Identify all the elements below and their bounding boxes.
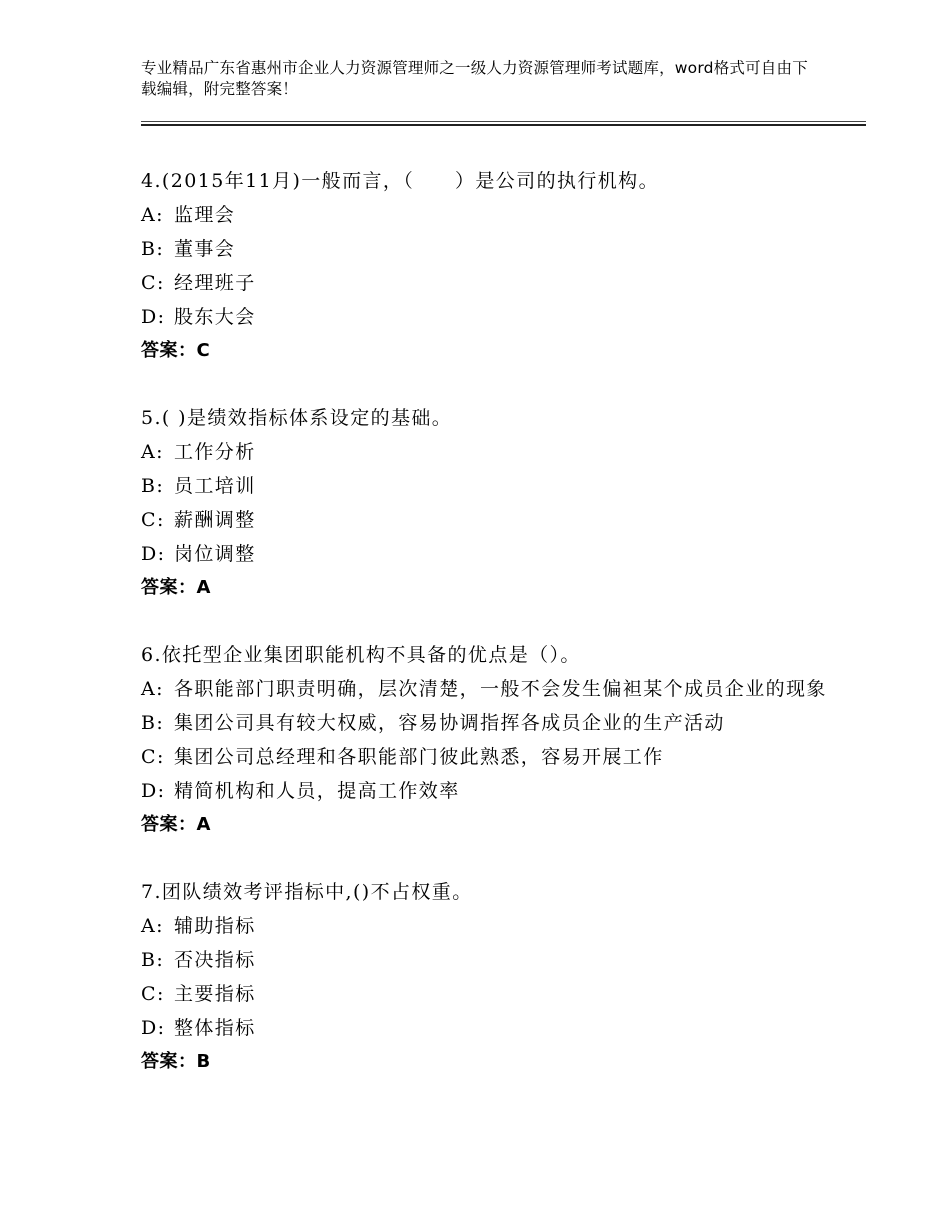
answer-label: 答案：A [141,814,211,835]
option-letter: A: [141,441,164,463]
option-text: 岗位调整 [174,543,256,565]
question-5 [141,401,841,605]
option-letter: B: [141,475,165,497]
option-letter: C: [141,272,165,294]
option-b [141,469,841,503]
option-letter: A: [141,204,164,226]
answer-label: 答案：A [141,577,211,598]
option-letter: D: [141,1017,166,1039]
option-letter: A: [141,678,164,700]
question-stem: 4.(2015年11月)一般而言，（ ）是公司的执行机构。 [141,170,659,192]
option-letter: C: [141,509,165,531]
option-letter: D: [141,543,166,565]
option-text: 董事会 [174,238,236,260]
option-text: 集团公司总经理和各职能部门彼此熟悉，容易开展工作 [174,746,664,768]
option-b [141,706,841,740]
option-c [141,977,841,1011]
option-c [141,266,841,300]
option-text: 精简机构和人员，提高工作效率 [174,780,460,802]
option-text: 薪酬调整 [174,509,256,531]
option-letter: D: [141,306,166,328]
question-stem: 6.依托型企业集团职能机构不具备的优点是（）。 [141,644,581,666]
option-a [141,198,841,232]
option-b [141,943,841,977]
option-text: 股东大会 [174,306,256,328]
header-divider [141,121,866,126]
option-d [141,537,841,571]
option-text: 整体指标 [174,1017,256,1039]
option-d [141,1011,841,1045]
option-a [141,435,841,469]
option-text: 辅助指标 [174,915,256,937]
option-letter: B: [141,949,165,971]
option-letter: B: [141,712,165,734]
question-list [141,164,841,1112]
option-text: 监理会 [174,204,236,226]
option-letter: A: [141,915,164,937]
option-a [141,672,841,706]
question-stem: 7.团队绩效考评指标中,()不占权重。 [141,881,473,903]
header-text: 专业精品广东省惠州市企业人力资源管理师之一级人力资源管理师考试题库，word格式可自由下载编辑，附完整答案！ [141,59,808,98]
option-text: 工作分析 [174,441,256,463]
question-4 [141,164,841,368]
answer-label: 答案：C [141,340,211,361]
option-letter: C: [141,983,165,1005]
question-6 [141,638,841,842]
option-text: 员工培训 [174,475,256,497]
answer-label: 答案：B [141,1051,211,1072]
option-b [141,232,841,266]
option-letter: D: [141,780,166,802]
option-d [141,300,841,334]
question-stem: 5.( )是绩效指标体系设定的基础。 [141,407,453,429]
document-header [141,58,821,100]
option-text: 否决指标 [174,949,256,971]
option-letter: C: [141,746,165,768]
option-letter: B: [141,238,165,260]
option-text: 主要指标 [174,983,256,1005]
option-a [141,909,841,943]
option-text: 各职能部门职责明确，层次清楚，一般不会发生偏袒某个成员企业的现象 [174,678,827,700]
option-text: 经理班子 [174,272,256,294]
option-d [141,774,841,808]
option-text: 集团公司具有较大权威，容易协调指挥各成员企业的生产活动 [174,712,725,734]
option-c [141,503,841,537]
question-7 [141,875,841,1079]
option-c [141,740,841,774]
